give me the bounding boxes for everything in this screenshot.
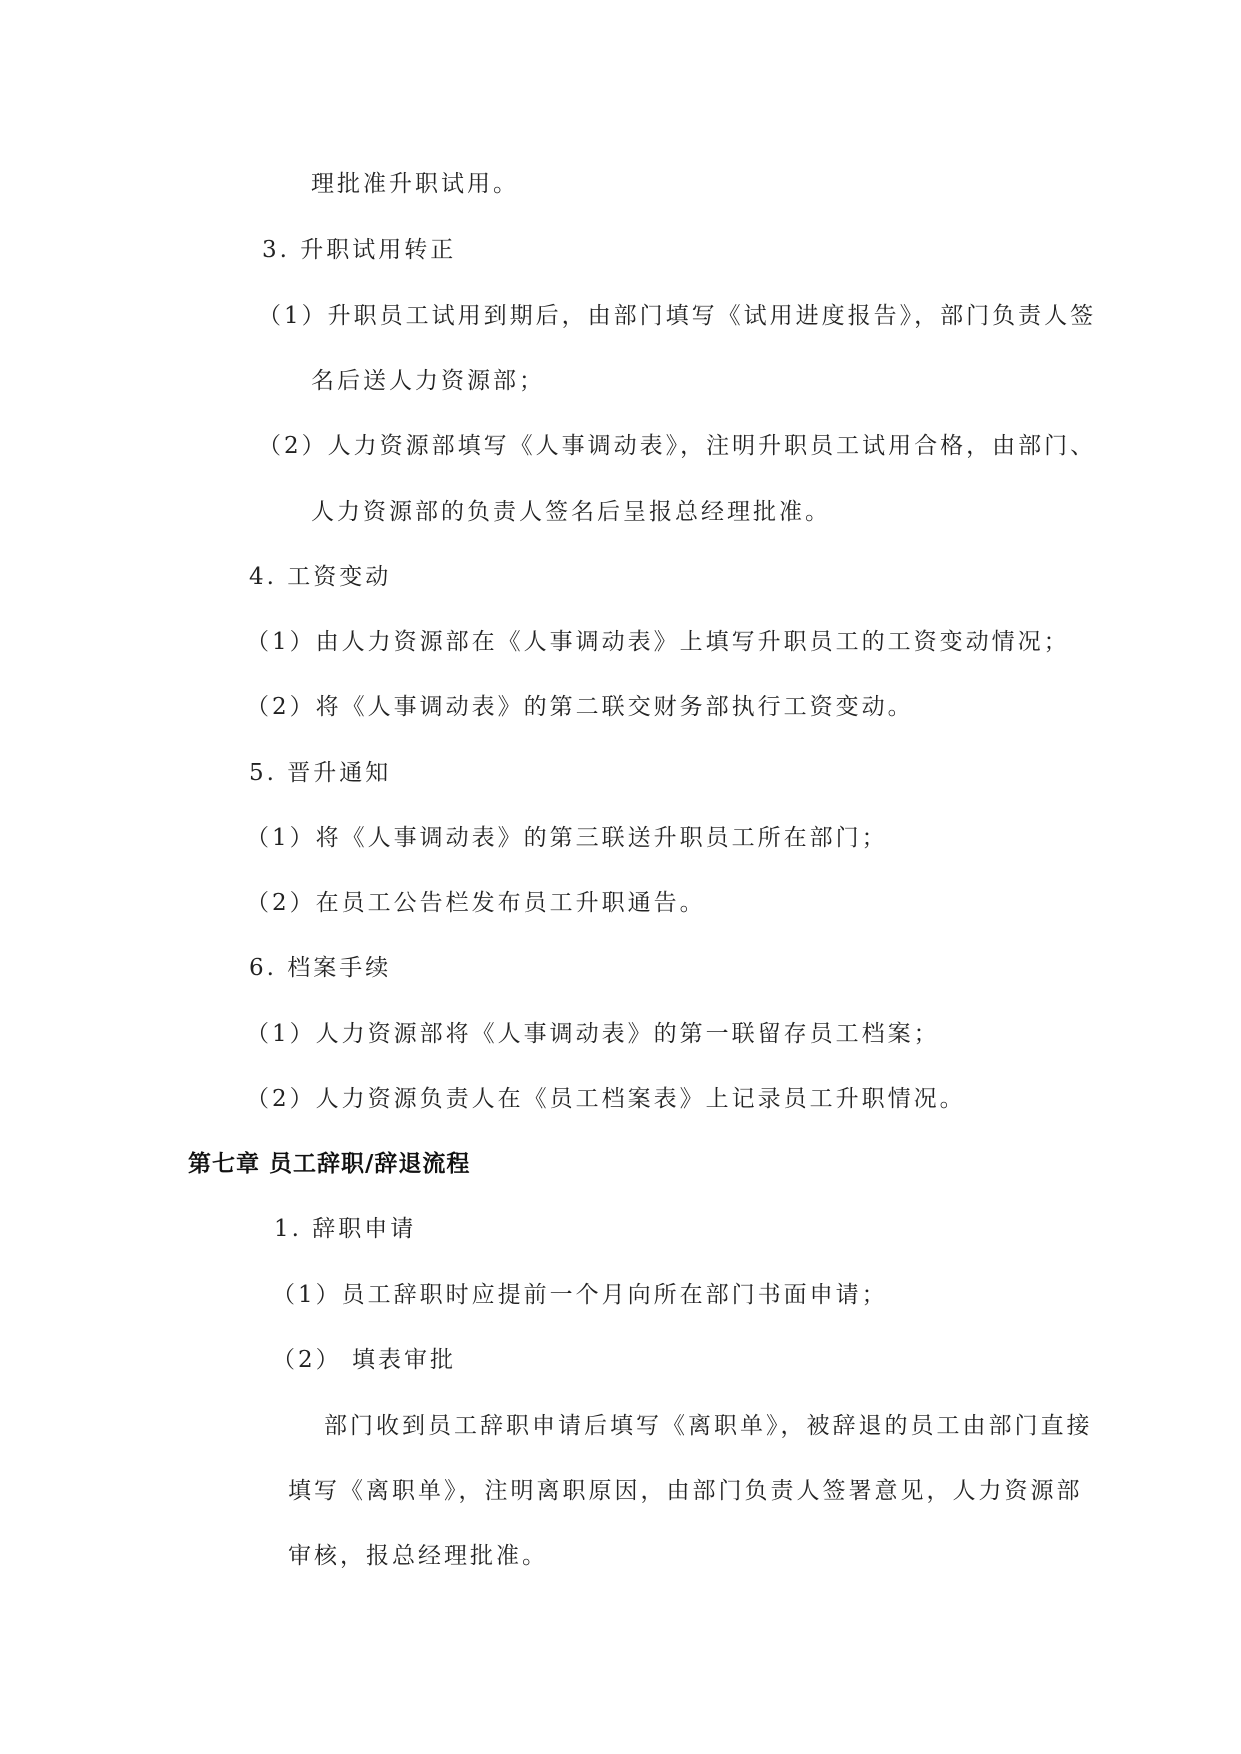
section-heading-6: 6. 档案手续	[249, 955, 392, 981]
paragraph-line: 审核，报总经理批准。	[288, 1543, 548, 1569]
list-item: （1）由人力资源部在《人事调动表》上填写升职员工的工资变动情况；	[246, 629, 1070, 655]
paragraph-line: 部门收到员工辞职申请后填写《离职单》，被辞退的员工由部门直接	[324, 1413, 1093, 1439]
list-item: （1）将《人事调动表》的第三联送升职员工所在部门；	[246, 825, 888, 851]
paragraph-line: 人力资源部的负责人签名后呈报总经理批准。	[311, 499, 831, 525]
list-item: （1）升职员工试用到期后，由部门填写《试用进度报告》，部门负责人签	[258, 303, 1097, 329]
section-heading-3: 3. 升职试用转正	[262, 237, 457, 263]
chapter-title: 第七章 员工辞职/辞退流程	[188, 1151, 471, 1177]
section-heading-1: 1. 辞职申请	[274, 1216, 417, 1242]
paragraph-line: 填写《离职单》，注明离职原因，由部门负责人签署意见，人力资源部	[288, 1478, 1083, 1504]
paragraph-line: 理批准升职试用。	[311, 171, 519, 197]
list-item: （2）人力资源负责人在《员工档案表》上记录员工升职情况。	[246, 1086, 966, 1112]
section-heading-4: 4. 工资变动	[249, 564, 392, 590]
section-heading-5: 5. 晋升通知	[249, 760, 392, 786]
list-item: （2） 填表审批	[272, 1347, 456, 1373]
list-item: （1）人力资源部将《人事调动表》的第一联留存员工档案；	[246, 1021, 940, 1047]
list-item: （2）将《人事调动表》的第二联交财务部执行工资变动。	[246, 694, 914, 720]
list-item: （1）员工辞职时应提前一个月向所在部门书面申请；	[272, 1282, 888, 1308]
list-item: （2）人力资源部填写《人事调动表》，注明升职员工试用合格，由部门、	[258, 433, 1097, 459]
list-item: （2）在员工公告栏发布员工升职通告。	[246, 890, 706, 916]
paragraph-line: 名后送人力资源部；	[311, 368, 545, 394]
